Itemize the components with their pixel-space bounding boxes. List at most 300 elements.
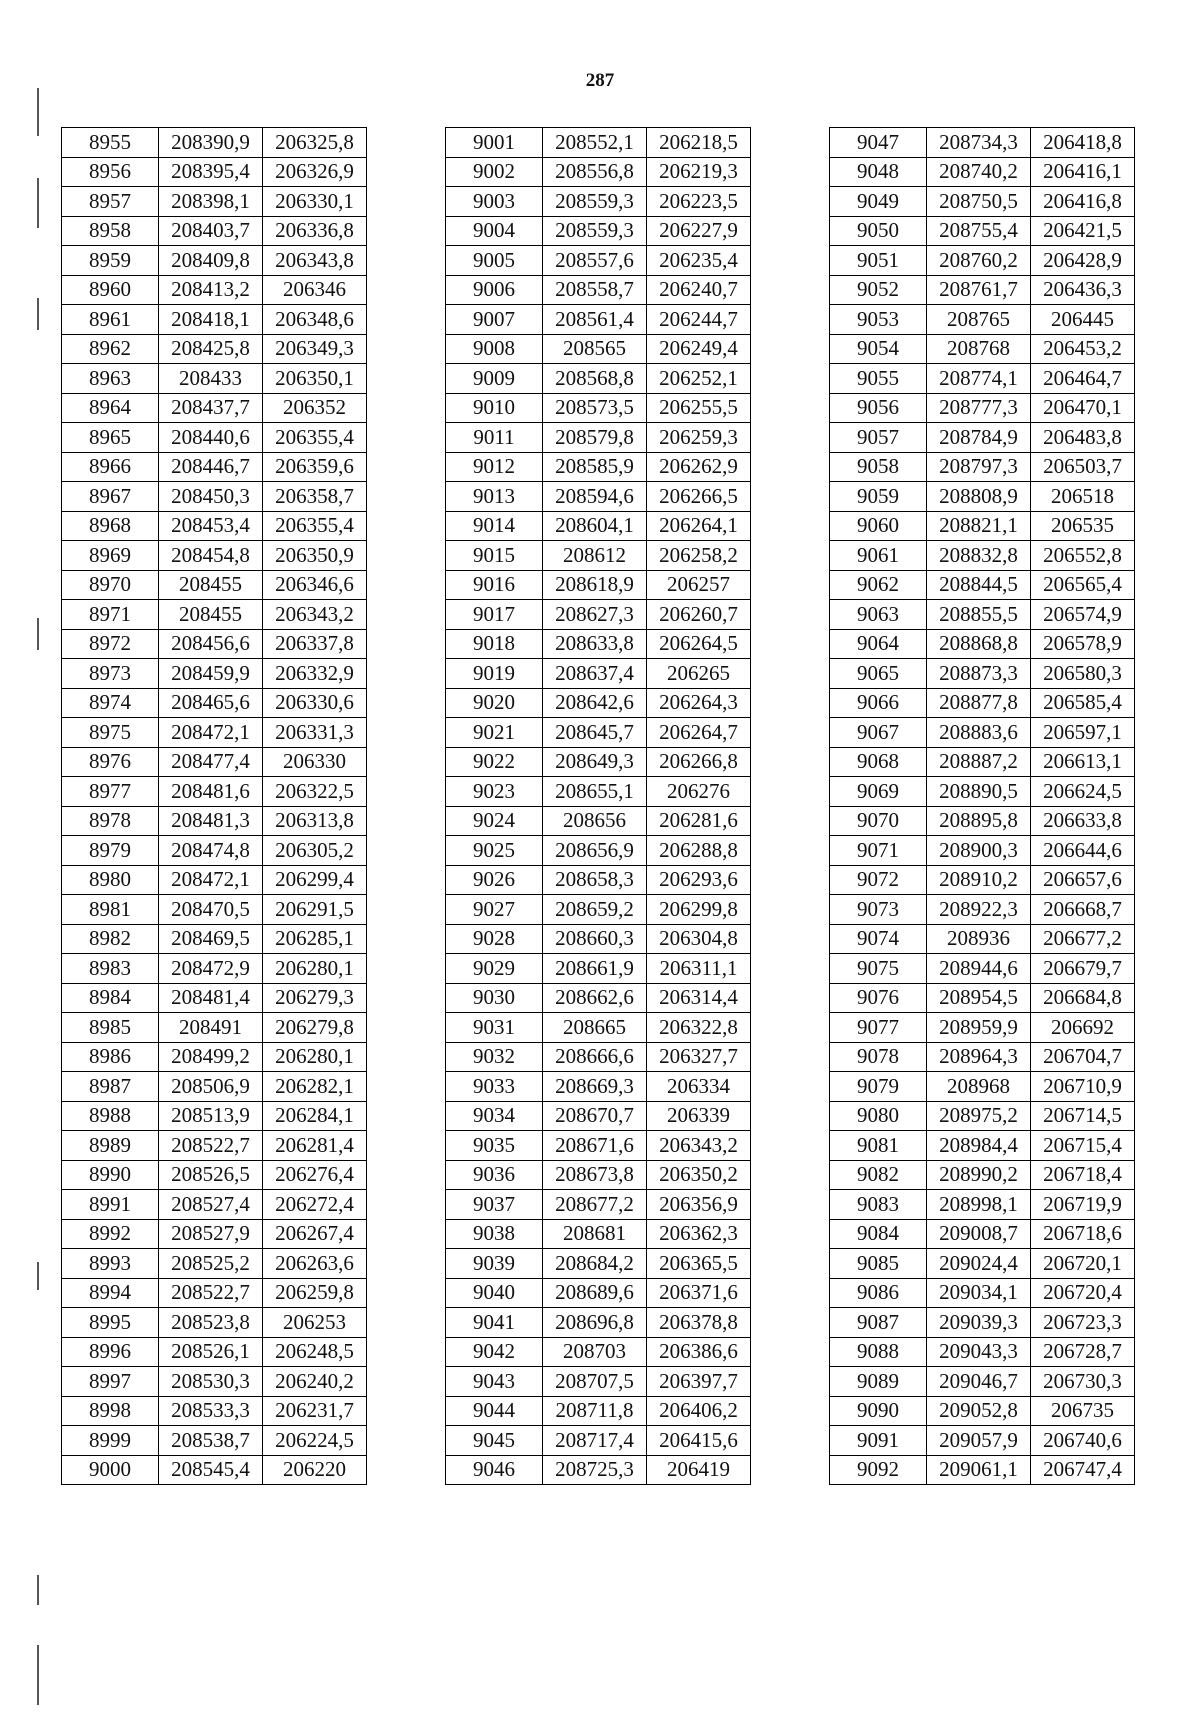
table-row <box>62 246 367 276</box>
table-row <box>62 688 367 718</box>
point-number-cell: 9022 <box>446 747 543 777</box>
table-row <box>62 1190 367 1220</box>
x-coordinate-cell: 208472,1 <box>159 865 263 895</box>
point-number-cell: 8990 <box>62 1160 159 1190</box>
point-number-cell: 9052 <box>830 275 927 305</box>
point-number-cell: 9058 <box>830 452 927 482</box>
y-coordinate-cell: 206349,3 <box>263 334 367 364</box>
table-row <box>830 1101 1135 1131</box>
y-coordinate-cell: 206299,8 <box>647 895 751 925</box>
x-coordinate-cell: 208459,9 <box>159 659 263 689</box>
x-coordinate-cell: 208968 <box>927 1072 1031 1102</box>
table-row <box>62 806 367 836</box>
y-coordinate-cell: 206281,4 <box>263 1131 367 1161</box>
table-row <box>446 334 751 364</box>
point-number-cell: 9056 <box>830 393 927 423</box>
y-coordinate-cell: 206728,7 <box>1031 1337 1135 1367</box>
coordinate-table-2 <box>445 127 751 1485</box>
point-number-cell: 9007 <box>446 305 543 335</box>
x-coordinate-cell: 208984,4 <box>927 1131 1031 1161</box>
point-number-cell: 8986 <box>62 1042 159 1072</box>
point-number-cell: 8957 <box>62 187 159 217</box>
y-coordinate-cell: 206378,8 <box>647 1308 751 1338</box>
y-coordinate-cell: 206730,3 <box>1031 1367 1135 1397</box>
x-coordinate-cell: 208456,6 <box>159 629 263 659</box>
point-number-cell: 9046 <box>446 1455 543 1485</box>
table-row <box>446 1101 751 1131</box>
x-coordinate-cell: 208440,6 <box>159 423 263 453</box>
y-coordinate-cell: 206348,6 <box>263 305 367 335</box>
point-number-cell: 9075 <box>830 954 927 984</box>
table-row <box>62 600 367 630</box>
x-coordinate-cell: 208659,2 <box>543 895 647 925</box>
x-coordinate-cell: 208481,4 <box>159 983 263 1013</box>
margin-mark <box>37 1645 39 1705</box>
table-row <box>62 305 367 335</box>
y-coordinate-cell: 206740,6 <box>1031 1426 1135 1456</box>
y-coordinate-cell: 206355,4 <box>263 511 367 541</box>
y-coordinate-cell: 206264,5 <box>647 629 751 659</box>
table-row <box>446 924 751 954</box>
x-coordinate-cell: 208527,4 <box>159 1190 263 1220</box>
point-number-cell: 9086 <box>830 1278 927 1308</box>
table-row <box>62 334 367 364</box>
x-coordinate-cell: 209057,9 <box>927 1426 1031 1456</box>
table-row <box>62 1072 367 1102</box>
table-row <box>830 836 1135 866</box>
point-number-cell: 9071 <box>830 836 927 866</box>
y-coordinate-cell: 206257 <box>647 570 751 600</box>
point-number-cell: 9080 <box>830 1101 927 1131</box>
x-coordinate-cell: 209043,3 <box>927 1337 1031 1367</box>
y-coordinate-cell: 206633,8 <box>1031 806 1135 836</box>
point-number-cell: 8956 <box>62 157 159 187</box>
table-row <box>62 1013 367 1043</box>
point-number-cell: 9090 <box>830 1396 927 1426</box>
table-row <box>830 1455 1135 1485</box>
point-number-cell: 9078 <box>830 1042 927 1072</box>
point-number-cell: 9053 <box>830 305 927 335</box>
point-number-cell: 9043 <box>446 1367 543 1397</box>
table-row <box>446 1396 751 1426</box>
x-coordinate-cell: 208522,7 <box>159 1278 263 1308</box>
table-row <box>830 305 1135 335</box>
point-number-cell: 8991 <box>62 1190 159 1220</box>
y-coordinate-cell: 206240,2 <box>263 1367 367 1397</box>
point-number-cell: 8989 <box>62 1131 159 1161</box>
margin-mark <box>37 1262 39 1290</box>
y-coordinate-cell: 206503,7 <box>1031 452 1135 482</box>
x-coordinate-cell: 208734,3 <box>927 128 1031 158</box>
x-coordinate-cell: 208522,7 <box>159 1131 263 1161</box>
x-coordinate-cell: 208707,5 <box>543 1367 647 1397</box>
x-coordinate-cell: 208527,9 <box>159 1219 263 1249</box>
x-coordinate-cell: 208413,2 <box>159 275 263 305</box>
table-row <box>830 688 1135 718</box>
table-row <box>446 1072 751 1102</box>
point-number-cell: 9025 <box>446 836 543 866</box>
x-coordinate-cell: 208660,3 <box>543 924 647 954</box>
table-row <box>62 747 367 777</box>
x-coordinate-cell: 208711,8 <box>543 1396 647 1426</box>
margin-mark <box>37 178 39 228</box>
y-coordinate-cell: 206677,2 <box>1031 924 1135 954</box>
point-number-cell: 9017 <box>446 600 543 630</box>
x-coordinate-cell: 208760,2 <box>927 246 1031 276</box>
point-number-cell: 9091 <box>830 1426 927 1456</box>
y-coordinate-cell: 206253 <box>263 1308 367 1338</box>
y-coordinate-cell: 206330 <box>263 747 367 777</box>
x-coordinate-cell: 208559,3 <box>543 187 647 217</box>
x-coordinate-cell: 208526,5 <box>159 1160 263 1190</box>
table-row <box>62 423 367 453</box>
point-number-cell: 9081 <box>830 1131 927 1161</box>
y-coordinate-cell: 206356,9 <box>647 1190 751 1220</box>
point-number-cell: 8997 <box>62 1367 159 1397</box>
x-coordinate-cell: 208556,8 <box>543 157 647 187</box>
point-number-cell: 8984 <box>62 983 159 1013</box>
x-coordinate-cell: 208844,5 <box>927 570 1031 600</box>
x-coordinate-cell: 208656,9 <box>543 836 647 866</box>
y-coordinate-cell: 206362,3 <box>647 1219 751 1249</box>
point-number-cell: 8970 <box>62 570 159 600</box>
x-coordinate-cell: 208655,1 <box>543 777 647 807</box>
y-coordinate-cell: 206552,8 <box>1031 541 1135 571</box>
x-coordinate-cell: 208990,2 <box>927 1160 1031 1190</box>
x-coordinate-cell: 208890,5 <box>927 777 1031 807</box>
y-coordinate-cell: 206445 <box>1031 305 1135 335</box>
x-coordinate-cell: 208717,4 <box>543 1426 647 1456</box>
x-coordinate-cell: 208677,2 <box>543 1190 647 1220</box>
point-number-cell: 9024 <box>446 806 543 836</box>
y-coordinate-cell: 206240,7 <box>647 275 751 305</box>
table-row <box>446 393 751 423</box>
x-coordinate-cell: 208472,9 <box>159 954 263 984</box>
y-coordinate-cell: 206358,7 <box>263 482 367 512</box>
table-row <box>446 836 751 866</box>
point-number-cell: 9092 <box>830 1455 927 1485</box>
y-coordinate-cell: 206421,5 <box>1031 216 1135 246</box>
point-number-cell: 9068 <box>830 747 927 777</box>
table-row <box>446 806 751 836</box>
y-coordinate-cell: 206322,8 <box>647 1013 751 1043</box>
y-coordinate-cell: 206397,7 <box>647 1367 751 1397</box>
x-coordinate-cell: 208887,2 <box>927 747 1031 777</box>
table-row <box>62 836 367 866</box>
point-number-cell: 9082 <box>830 1160 927 1190</box>
y-coordinate-cell: 206293,6 <box>647 865 751 895</box>
table-row <box>446 246 751 276</box>
point-number-cell: 8958 <box>62 216 159 246</box>
table-row <box>446 482 751 512</box>
point-number-cell: 8966 <box>62 452 159 482</box>
y-coordinate-cell: 206218,5 <box>647 128 751 158</box>
y-coordinate-cell: 206692 <box>1031 1013 1135 1043</box>
point-number-cell: 9045 <box>446 1426 543 1456</box>
table-row <box>446 895 751 925</box>
table-row <box>62 1042 367 1072</box>
point-number-cell: 8959 <box>62 246 159 276</box>
y-coordinate-cell: 206262,9 <box>647 452 751 482</box>
y-coordinate-cell: 206470,1 <box>1031 393 1135 423</box>
table-row <box>446 541 751 571</box>
y-coordinate-cell: 206723,3 <box>1031 1308 1135 1338</box>
x-coordinate-cell: 208559,3 <box>543 216 647 246</box>
x-coordinate-cell: 208821,1 <box>927 511 1031 541</box>
x-coordinate-cell: 208472,1 <box>159 718 263 748</box>
x-coordinate-cell: 208761,7 <box>927 275 1031 305</box>
y-coordinate-cell: 206580,3 <box>1031 659 1135 689</box>
y-coordinate-cell: 206436,3 <box>1031 275 1135 305</box>
point-number-cell: 9040 <box>446 1278 543 1308</box>
x-coordinate-cell: 208808,9 <box>927 482 1031 512</box>
table-row <box>446 452 751 482</box>
y-coordinate-cell: 206416,1 <box>1031 157 1135 187</box>
point-number-cell: 9036 <box>446 1160 543 1190</box>
x-coordinate-cell: 208455 <box>159 570 263 600</box>
point-number-cell: 8982 <box>62 924 159 954</box>
y-coordinate-cell: 206704,7 <box>1031 1042 1135 1072</box>
y-coordinate-cell: 206280,1 <box>263 954 367 984</box>
y-coordinate-cell: 206263,6 <box>263 1249 367 1279</box>
x-coordinate-cell: 208755,4 <box>927 216 1031 246</box>
table-row <box>830 1072 1135 1102</box>
y-coordinate-cell: 206322,5 <box>263 777 367 807</box>
margin-mark <box>37 88 39 136</box>
table-row <box>830 364 1135 394</box>
y-coordinate-cell: 206386,6 <box>647 1337 751 1367</box>
y-coordinate-cell: 206219,3 <box>647 157 751 187</box>
point-number-cell: 8977 <box>62 777 159 807</box>
table-row <box>830 924 1135 954</box>
y-coordinate-cell: 206332,9 <box>263 659 367 689</box>
y-coordinate-cell: 206336,8 <box>263 216 367 246</box>
table-row <box>446 983 751 1013</box>
table-row <box>830 1219 1135 1249</box>
y-coordinate-cell: 206339 <box>647 1101 751 1131</box>
y-coordinate-cell: 206346,6 <box>263 570 367 600</box>
point-number-cell: 9000 <box>62 1455 159 1485</box>
x-coordinate-cell: 208450,3 <box>159 482 263 512</box>
x-coordinate-cell: 208765 <box>927 305 1031 335</box>
y-coordinate-cell: 206330,6 <box>263 688 367 718</box>
x-coordinate-cell: 208552,1 <box>543 128 647 158</box>
x-coordinate-cell: 208964,3 <box>927 1042 1031 1072</box>
point-number-cell: 9044 <box>446 1396 543 1426</box>
x-coordinate-cell: 209052,8 <box>927 1396 1031 1426</box>
point-number-cell: 9087 <box>830 1308 927 1338</box>
table-row <box>830 895 1135 925</box>
x-coordinate-cell: 208477,4 <box>159 747 263 777</box>
x-coordinate-cell: 208669,3 <box>543 1072 647 1102</box>
table-row <box>62 1367 367 1397</box>
point-number-cell: 8993 <box>62 1249 159 1279</box>
y-coordinate-cell: 206235,4 <box>647 246 751 276</box>
table-row <box>830 1160 1135 1190</box>
point-number-cell: 9012 <box>446 452 543 482</box>
point-number-cell: 9039 <box>446 1249 543 1279</box>
y-coordinate-cell: 206220 <box>263 1455 367 1485</box>
x-coordinate-cell: 208768 <box>927 334 1031 364</box>
table-row <box>62 570 367 600</box>
point-number-cell: 9009 <box>446 364 543 394</box>
point-number-cell: 9003 <box>446 187 543 217</box>
point-number-cell: 8978 <box>62 806 159 836</box>
table-row <box>830 246 1135 276</box>
x-coordinate-cell: 208470,5 <box>159 895 263 925</box>
y-coordinate-cell: 206343,2 <box>647 1131 751 1161</box>
x-coordinate-cell: 208573,5 <box>543 393 647 423</box>
table-row <box>446 629 751 659</box>
table-row <box>62 1160 367 1190</box>
x-coordinate-cell: 208642,6 <box>543 688 647 718</box>
table-row <box>62 1337 367 1367</box>
point-number-cell: 9031 <box>446 1013 543 1043</box>
table-row <box>446 1190 751 1220</box>
point-number-cell: 8969 <box>62 541 159 571</box>
table-row <box>62 128 367 158</box>
y-coordinate-cell: 206304,8 <box>647 924 751 954</box>
table-row <box>446 865 751 895</box>
table-row <box>830 718 1135 748</box>
point-number-cell: 9063 <box>830 600 927 630</box>
y-coordinate-cell: 206255,5 <box>647 393 751 423</box>
y-coordinate-cell: 206282,1 <box>263 1072 367 1102</box>
point-number-cell: 9048 <box>830 157 927 187</box>
point-number-cell: 8998 <box>62 1396 159 1426</box>
y-coordinate-cell: 206288,8 <box>647 836 751 866</box>
x-coordinate-cell: 208777,3 <box>927 393 1031 423</box>
point-number-cell: 9083 <box>830 1190 927 1220</box>
table-row <box>62 541 367 571</box>
point-number-cell: 9064 <box>830 629 927 659</box>
point-number-cell: 9074 <box>830 924 927 954</box>
point-number-cell: 9032 <box>446 1042 543 1072</box>
y-coordinate-cell: 206311,1 <box>647 954 751 984</box>
table-row <box>446 1367 751 1397</box>
y-coordinate-cell: 206264,1 <box>647 511 751 541</box>
coordinate-table-body <box>446 128 751 1485</box>
point-number-cell: 9010 <box>446 393 543 423</box>
y-coordinate-cell: 206305,2 <box>263 836 367 866</box>
table-row <box>830 1042 1135 1072</box>
point-number-cell: 9062 <box>830 570 927 600</box>
point-number-cell: 9028 <box>446 924 543 954</box>
point-number-cell: 8976 <box>62 747 159 777</box>
point-number-cell: 9085 <box>830 1249 927 1279</box>
x-coordinate-cell: 208398,1 <box>159 187 263 217</box>
x-coordinate-cell: 208558,7 <box>543 275 647 305</box>
point-number-cell: 9041 <box>446 1308 543 1338</box>
point-number-cell: 8971 <box>62 600 159 630</box>
margin-mark <box>37 1575 39 1605</box>
y-coordinate-cell: 206231,7 <box>263 1396 367 1426</box>
y-coordinate-cell: 206406,2 <box>647 1396 751 1426</box>
table-row <box>446 1042 751 1072</box>
table-row <box>62 718 367 748</box>
x-coordinate-cell: 208637,4 <box>543 659 647 689</box>
x-coordinate-cell: 208565 <box>543 334 647 364</box>
point-number-cell: 9066 <box>830 688 927 718</box>
table-row <box>446 1308 751 1338</box>
table-row <box>62 1455 367 1485</box>
y-coordinate-cell: 206258,2 <box>647 541 751 571</box>
point-number-cell: 9038 <box>446 1219 543 1249</box>
y-coordinate-cell: 206720,1 <box>1031 1249 1135 1279</box>
point-number-cell: 8964 <box>62 393 159 423</box>
table-row <box>62 157 367 187</box>
y-coordinate-cell: 206565,4 <box>1031 570 1135 600</box>
table-row <box>62 777 367 807</box>
point-number-cell: 9037 <box>446 1190 543 1220</box>
y-coordinate-cell: 206415,6 <box>647 1426 751 1456</box>
x-coordinate-cell: 208666,6 <box>543 1042 647 1072</box>
y-coordinate-cell: 206578,9 <box>1031 629 1135 659</box>
point-number-cell: 9014 <box>446 511 543 541</box>
x-coordinate-cell: 208469,5 <box>159 924 263 954</box>
point-number-cell: 9029 <box>446 954 543 984</box>
y-coordinate-cell: 206585,4 <box>1031 688 1135 718</box>
y-coordinate-cell: 206355,4 <box>263 423 367 453</box>
x-coordinate-cell: 208684,2 <box>543 1249 647 1279</box>
y-coordinate-cell: 206518 <box>1031 482 1135 512</box>
table-row <box>446 1337 751 1367</box>
x-coordinate-cell: 208658,3 <box>543 865 647 895</box>
x-coordinate-cell: 208533,3 <box>159 1396 263 1426</box>
y-coordinate-cell: 206720,4 <box>1031 1278 1135 1308</box>
table-row <box>446 1249 751 1279</box>
y-coordinate-cell: 206718,4 <box>1031 1160 1135 1190</box>
point-number-cell: 9020 <box>446 688 543 718</box>
y-coordinate-cell: 206747,4 <box>1031 1455 1135 1485</box>
x-coordinate-cell: 208604,1 <box>543 511 647 541</box>
point-number-cell: 9002 <box>446 157 543 187</box>
x-coordinate-cell: 208895,8 <box>927 806 1031 836</box>
x-coordinate-cell: 208661,9 <box>543 954 647 984</box>
y-coordinate-cell: 206365,5 <box>647 1249 751 1279</box>
table-row <box>62 1278 367 1308</box>
table-row <box>62 187 367 217</box>
y-coordinate-cell: 206624,5 <box>1031 777 1135 807</box>
table-row <box>446 364 751 394</box>
x-coordinate-cell: 208499,2 <box>159 1042 263 1072</box>
y-coordinate-cell: 206276 <box>647 777 751 807</box>
y-coordinate-cell: 206371,6 <box>647 1278 751 1308</box>
table-row <box>62 1131 367 1161</box>
x-coordinate-cell: 208481,3 <box>159 806 263 836</box>
x-coordinate-cell: 209061,1 <box>927 1455 1031 1485</box>
point-number-cell: 9033 <box>446 1072 543 1102</box>
y-coordinate-cell: 206244,7 <box>647 305 751 335</box>
point-number-cell: 9054 <box>830 334 927 364</box>
x-coordinate-cell: 208446,7 <box>159 452 263 482</box>
x-coordinate-cell: 208725,3 <box>543 1455 647 1485</box>
point-number-cell: 8967 <box>62 482 159 512</box>
table-row <box>446 1455 751 1485</box>
y-coordinate-cell: 206227,9 <box>647 216 751 246</box>
point-number-cell: 9079 <box>830 1072 927 1102</box>
table-row <box>830 128 1135 158</box>
x-coordinate-cell: 208774,1 <box>927 364 1031 394</box>
table-row <box>830 600 1135 630</box>
y-coordinate-cell: 206350,9 <box>263 541 367 571</box>
table-row <box>62 1308 367 1338</box>
x-coordinate-cell: 208868,8 <box>927 629 1031 659</box>
table-row <box>62 983 367 1013</box>
point-number-cell: 9027 <box>446 895 543 925</box>
x-coordinate-cell: 208649,3 <box>543 747 647 777</box>
x-coordinate-cell: 208568,8 <box>543 364 647 394</box>
